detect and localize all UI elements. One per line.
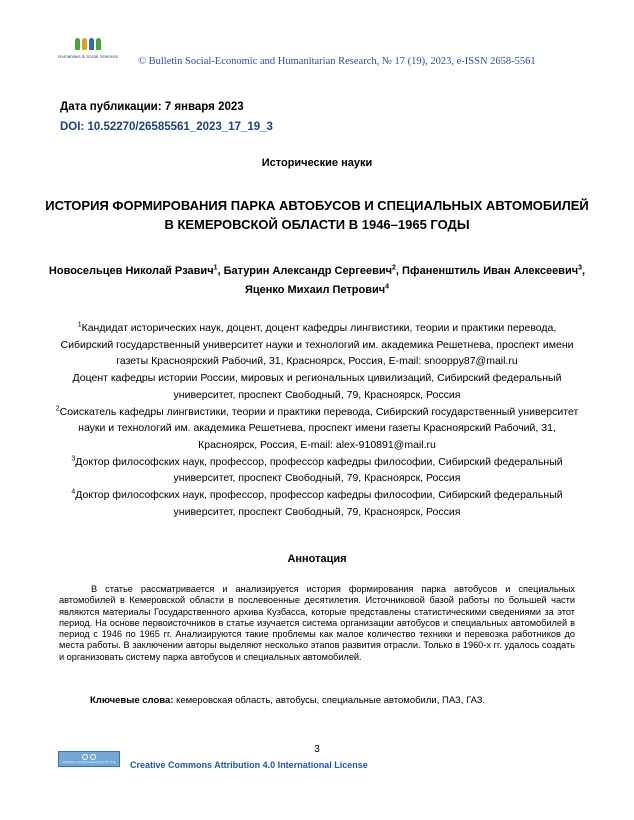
page-number: 3 (314, 744, 320, 755)
affiliations (50, 320, 584, 520)
logo-people-icon (58, 38, 118, 52)
affiliation: $^4$Доктор философских наук, профессор, профессор кафедры философии, Сибирский федеральный университет, проспект Свободный, 79, Красноярск, Россия (71, 488, 563, 518)
journal-header: © Bulletin Social-Economic and Humanitarian Research, № 17 (19), 2023, e-ISSN 2658-5561 (138, 56, 536, 67)
author: Батурин Александр Сергеевич$^2$, (223, 264, 403, 277)
abstract-text: В статье рассматривается и анализируется история формирования парка автобусов и специальных автомобилей в Кемеровской области в послевоенные десятилетия. Источниковой базой работы по большей части являются материалы Государственного архива Кузбасса, которые представлены статистическими сведениями за этот период. На основе первоисточников в статье изучается система организации автобусов и специальных автомобилей в период с 1946 по 1965 гг. Анализируются такие проблемы как малое количество техники и перевозка работников до места работы. В заключении авторы выделяют несколько этапов развития отрасли. Только в 1960-х гг. удалось создать и организовать систему парка автобусов и специальных автомобилей. (59, 584, 575, 662)
affiliation: $^1$Кандидат исторических наук, доцент, доцент кафедры лингвистики, теории и практики перевода, Сибирский государственный университет науки и технологий им. академика Решетнева, проспект имени газеты Красноярский Рабочий, 31, Красноярск, Россия, E-mail: snooppy87@mail.ru (60, 321, 574, 368)
cc-by-badge[interactable] (58, 751, 120, 767)
author: Новосельцев Николай Рзавич$^1$, (48, 264, 224, 277)
article-title: ИСТОРИЯ ФОРМИРОВАНИЯ ПАРКА АВТОБУСОВ И СПЕЦИАЛЬНЫХ АВТОМОБИЛЕЙ В КЕМЕРОВСКОЙ ОБЛАСТИ В 1946–1965 ГОДЫ (45, 198, 589, 232)
affiliation: Доцент кафедры истории России, мировых и региональных цивилизаций, Сибирский федеральный университет, проспект Свободный, 79, Красноярск, Россия (72, 372, 562, 401)
publication-date: Дата публикации: 7 января 2023 (60, 101, 244, 113)
keywords (90, 695, 485, 706)
affiliation: $^3$Доктор философских наук, профессор, профессор кафедры философии, Сибирский федеральный университет, проспект Свободный, 79, Красноярск, Россия (71, 455, 563, 485)
journal-logo (58, 38, 118, 59)
keywords-label: Ключевые слова: (90, 695, 174, 706)
affiliation: $^2$Соискатель кафедры лингвистики, теории и практики перевода, Сибирский государственный университет науки и технологий им. академика Решетнева, проспект имени газеты Красноярский Рабочий, 31, Красноярск, Россия, E-mail: alex-910891@mail.ru (55, 405, 579, 451)
doi-link[interactable]: DOI: 10.52270/26585561_2023_17_19_3 (60, 121, 273, 133)
logo-text: Humanities & Social Sciences (58, 54, 118, 59)
keywords-text: кемеровская область, автобусы, специальные автомобили, ПАЗ, ГАЗ. (176, 695, 486, 706)
license-link[interactable]: Creative Commons Attribution 4.0 International License (130, 760, 368, 770)
section-heading: Исторические науки (261, 157, 373, 169)
author: Пфаненштиль Иван Алексеевич$^3$, (402, 264, 586, 277)
cc-badge-text: Attribution 4.0 International (CC BY 4.0) (62, 760, 116, 764)
author-list (40, 262, 594, 300)
author: Яценко Михаил Петрович$^4$ (244, 283, 390, 296)
abstract-heading: Аннотация (287, 553, 347, 565)
